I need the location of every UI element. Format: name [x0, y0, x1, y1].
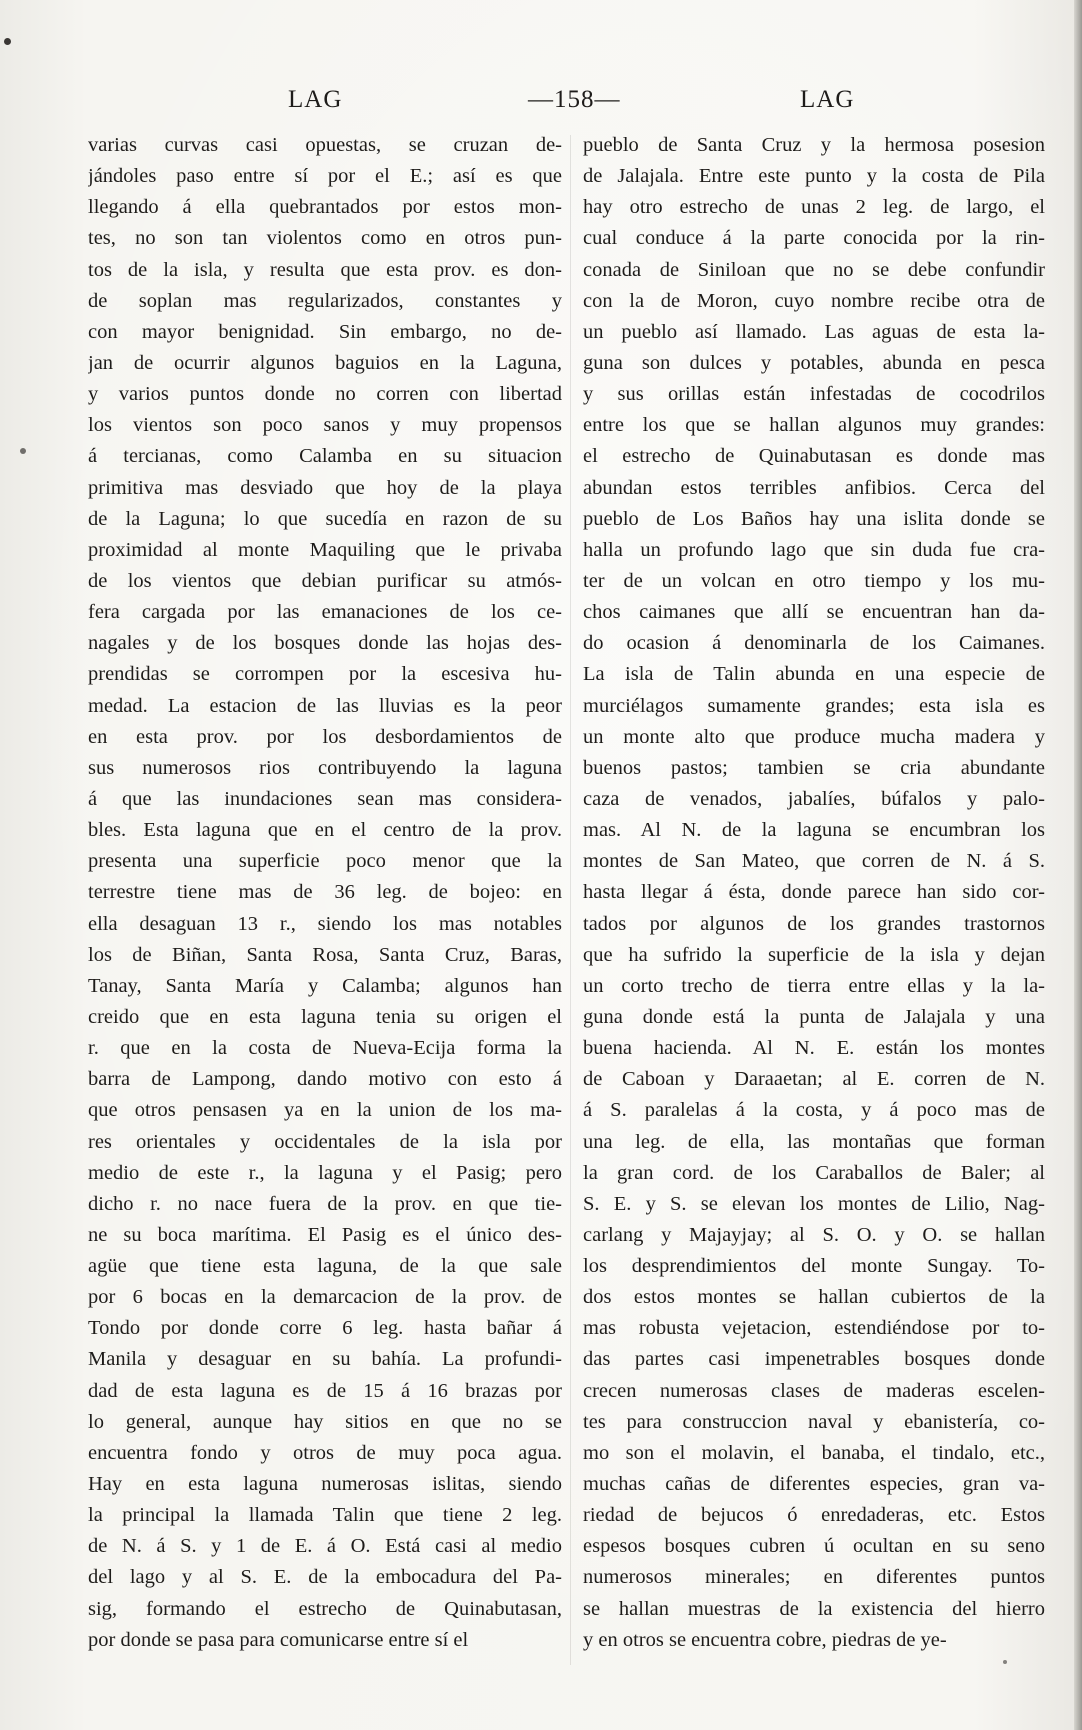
right-column-line: con la de Moron, cuyo nombre recibe otra de [583, 289, 1045, 312]
right-column-line: entre los que se hallan algunos muy grandes: [583, 414, 1045, 437]
right-column-line: La isla de Talin abunda en una especie de [583, 663, 1045, 686]
right-column-line: abundan estos terribles anfibios. Cerca del [583, 476, 1045, 499]
left-column-line: á que las inundaciones sean mas considera- [88, 787, 562, 810]
right-column-line: S. E. y S. se elevan los montes de Lilio, Nag- [583, 1192, 1045, 1215]
right-column-line: tes para construccion naval y ebanistería, co- [583, 1410, 1045, 1433]
left-column-line: del lago y al S. E. de la embocadura del Pa- [88, 1566, 562, 1589]
left-column-line: los vientos son poco sanos y muy propensos [88, 414, 562, 437]
right-column-line: buenos pastos; tambien se cria abundante [583, 756, 1045, 779]
left-column-line: lo general, aunque hay sitios en que no se [88, 1410, 562, 1433]
left-column-line: jándoles paso entre sí por el E.; así es que [88, 165, 562, 188]
left-column-line: de soplan mas regularizados, constantes y [88, 289, 562, 312]
left-column-line: bles. Esta laguna que en el centro de la prov. [88, 819, 562, 842]
left-column-line: presenta una superficie poco menor que la [88, 850, 562, 873]
right-column-line: un pueblo así llamado. Las aguas de esta la- [583, 320, 1045, 343]
right-column-line: dos estos montes se hallan cubiertos de la [583, 1286, 1045, 1309]
left-column-line: tos de la isla, y resulta que esta prov. es don- [88, 258, 562, 281]
header-left-keyword: LAG [288, 86, 343, 113]
right-column-line: das partes casi impenetrables bosques donde [583, 1348, 1045, 1371]
left-column-line: ella desaguan 13 r., siendo los mas notables [88, 912, 562, 935]
left-column-line: Tanay, Santa María y Calamba; algunos han [88, 974, 562, 997]
left-column-line: medio de este r., la laguna y el Pasig; pero [88, 1161, 562, 1184]
header-right-keyword: LAG [800, 86, 855, 113]
right-column-line: y sus orillas están infestadas de cocodrilos [583, 383, 1045, 406]
left-column-line: fera cargada por las emanaciones de los ce- [88, 601, 562, 624]
left-column-line: de los vientos que debian purificar su atmós- [88, 569, 562, 592]
right-column-line: pueblo de Los Baños hay una islita donde se [583, 507, 1045, 530]
right-column-line: tados por algunos de los grandes trastornos [583, 912, 1045, 935]
right-column-line: mas. Al N. de la laguna se encumbran los [583, 819, 1045, 842]
left-column-line: de N. á S. y 1 de E. á O. Está casi al medio [88, 1535, 562, 1558]
left-column-line: agüe que tiene esta laguna, de la que sale [88, 1255, 562, 1278]
left-column-line: proximidad al monte Maquiling que le privaba [88, 538, 562, 561]
right-column-line: guna son dulces y potables, abunda en pesca [583, 351, 1045, 374]
page-blemish [1003, 1660, 1007, 1664]
right-column-line: numerosos minerales; en diferentes puntos [583, 1566, 1045, 1589]
right-column-line: crecen numerosas clases de maderas escelen- [583, 1379, 1045, 1402]
left-column-line: de la Laguna; lo que sucedía en razon de su [88, 507, 562, 530]
left-column-line: y varios puntos donde no corren con libertad [88, 383, 562, 406]
left-column-line: primitiva mas desviado que hoy de la playa [88, 476, 562, 499]
right-column-line: los desprendimientos del monte Sungay. To- [583, 1255, 1045, 1278]
left-column-line: llegando á ella quebrantados por estos mon- [88, 196, 562, 219]
left-column-line: á tercianas, como Calamba en su situacion [88, 445, 562, 468]
left-column-line: prendidas se corrompen por la escesiva hu- [88, 663, 562, 686]
left-column-line: Manila y desaguar en su bahía. La profundi- [88, 1348, 562, 1371]
left-text-column [88, 130, 562, 1656]
left-column-line: jan de ocurrir algunos baguios en la Laguna, [88, 351, 562, 374]
right-column-line: un corto trecho de tierra entre ellas y la la- [583, 974, 1045, 997]
running-header [0, 86, 1082, 126]
left-column-line: que otros pensasen ya en la union de los ma- [88, 1099, 562, 1122]
left-column-line: barra de Lampong, dando motivo con esto á [88, 1068, 562, 1091]
right-column-line: chos caimanes que allí se encuentran han da- [583, 601, 1045, 624]
right-column-line: conada de Siniloan que no se debe confundir [583, 258, 1045, 281]
book-spine-shadow [1074, 0, 1082, 1730]
right-column-line: mo son el molavin, el banaba, el tindalo, etc., [583, 1441, 1045, 1464]
right-column-line: que ha sufrido la superficie de la isla y dejan [583, 943, 1045, 966]
left-column-line: tes, no son tan violentos como en otros pun- [88, 227, 562, 250]
right-column-line: una leg. de ella, las montañas que forman [583, 1130, 1045, 1153]
right-column-line: se hallan muestras de la existencia del hierro [583, 1597, 1045, 1620]
right-column-line: espesos bosques cubren ú ocultan en su seno [583, 1535, 1045, 1558]
page-number: —158— [528, 86, 621, 113]
right-column-line: de Caboan y Daraaetan; al E. corren de N. [583, 1068, 1045, 1091]
left-column-line: la principal la llamada Talin que tiene 2 leg. [88, 1504, 562, 1527]
right-column-line: halla un profundo lago que sin duda fue cra- [583, 538, 1045, 561]
left-column-line: los de Biñan, Santa Rosa, Santa Cruz, Baras, [88, 943, 562, 966]
page-blemish [4, 38, 11, 45]
left-column-line: sig, formando el estrecho de Quinabutasan, [88, 1597, 562, 1620]
left-column-line: en esta prov. por los desbordamientos de [88, 725, 562, 748]
right-column-line: y en otros se encuentra cobre, piedras de ye- [583, 1628, 947, 1651]
left-column-line: con mayor benignidad. Sin embargo, no de- [88, 320, 562, 343]
right-column-line: el estrecho de Quinabutasan es donde mas [583, 445, 1045, 468]
left-column-line: res orientales y occidentales de la isla por [88, 1130, 562, 1153]
right-column-line: montes de San Mateo, que corren de N. á S. [583, 850, 1045, 873]
right-column-line: guna donde está la punta de Jalajala y una [583, 1005, 1045, 1028]
left-column-line: Hay en esta laguna numerosas islitas, siendo [88, 1473, 562, 1496]
right-column-line: hasta llegar á ésta, donde parece han sido cor- [583, 881, 1045, 904]
left-column-line: encuentra fondo y otros de muy poca agua. [88, 1441, 562, 1464]
left-column-line: creido que en esta laguna tenia su origen el [88, 1005, 562, 1028]
right-column-line: pueblo de Santa Cruz y la hermosa posesion [583, 134, 1045, 156]
right-column-line: á S. paralelas á la costa, y á poco mas de [583, 1099, 1045, 1122]
left-column-line: medad. La estacion de las lluvias es la peor [88, 694, 562, 717]
page-blemish [20, 448, 26, 454]
right-column-line: de Jalajala. Entre este punto y la costa de Pila [583, 165, 1045, 188]
left-column-line: terrestre tiene mas de 36 leg. de bojeo: en [88, 881, 562, 904]
left-column-line: por 6 bocas en la demarcacion de la prov. de [88, 1286, 562, 1309]
left-column-line: r. que en la costa de Nueva-Ecija forma la [88, 1037, 562, 1060]
right-column-line: cual conduce á la parte conocida por la rin- [583, 227, 1045, 250]
right-column-line: buena hacienda. Al N. E. están los montes [583, 1037, 1045, 1060]
right-column-line: caza de venados, jabalíes, búfalos y palo- [583, 787, 1045, 810]
left-column-line: ne su boca marítima. El Pasig es el único des- [88, 1223, 562, 1246]
right-column-line: un monte alto que produce mucha madera y [583, 725, 1045, 748]
right-column-line: la gran cord. de los Caraballos de Baler; al [583, 1161, 1045, 1184]
right-column-line: muchas cañas de diferentes especies, gran va- [583, 1473, 1045, 1496]
left-column-line: varias curvas casi opuestas, se cruzan de- [88, 134, 562, 156]
left-column-line: Tondo por donde corre 6 leg. hasta bañar á [88, 1317, 562, 1340]
right-column-line: do ocasion á denominarla de los Caimanes. [583, 632, 1045, 655]
right-column-line: carlang y Majayjay; al S. O. y O. se hallan [583, 1223, 1045, 1246]
left-column-line: nagales y de los bosques donde las hojas des- [88, 632, 562, 655]
left-column-line: dad de esta laguna es de 15 á 16 brazas por [88, 1379, 562, 1402]
right-column-line: riedad de bejucos ó enredaderas, etc. Estos [583, 1504, 1045, 1527]
left-column-line: dicho r. no nace fuera de la prov. en que tie- [88, 1192, 562, 1215]
right-column-line: mas robusta vejetacion, estendiéndose por to- [583, 1317, 1045, 1340]
right-column-line: ter de un volcan en otro tiempo y los mu- [583, 569, 1045, 592]
right-text-column [583, 130, 1045, 1656]
right-column-line: hay otro estrecho de unas 2 leg. de largo, el [583, 196, 1045, 219]
left-column-line: por donde se pasa para comunicarse entre sí el [88, 1628, 469, 1651]
right-column-line: murciélagos sumamente grandes; esta isla es [583, 694, 1045, 717]
left-column-line: sus numerosos rios contribuyendo la laguna [88, 756, 562, 779]
column-gutter [570, 135, 571, 1665]
